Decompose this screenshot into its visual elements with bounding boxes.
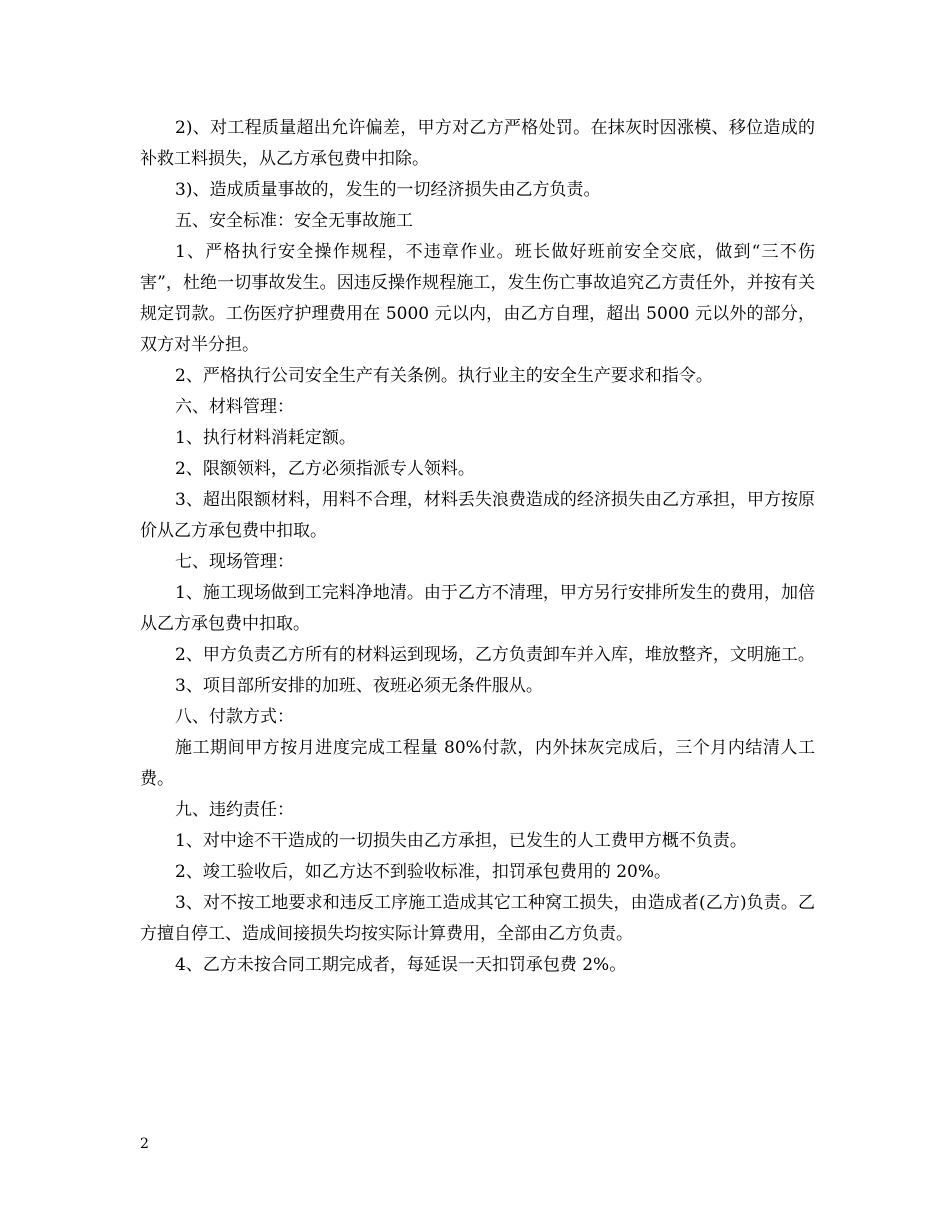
paragraph-safety-2: 2、严格执行公司安全生产有关条例。执行业主的安全生产要求和指令。 bbox=[175, 366, 713, 386]
paragraph-breach-2: 2、竣工验收后，如乙方达不到验收标准，扣罚承包费用的 20%。 bbox=[175, 862, 672, 882]
section-heading-payment: 八、付款方式： bbox=[175, 707, 294, 727]
paragraph-quality-3: 3)、造成质量事故的，发生的一切经济损失由乙方负责。 bbox=[175, 180, 601, 200]
paragraph-quality-2: 2)、对工程质量超出允许偏差，甲方对乙方严格处罚。在抹灰时因涨模、移位造成的补救工料损失，从乙方承包费中扣除。 bbox=[140, 118, 815, 169]
paragraph-breach-1: 1、对中途不干造成的一切损失由乙方承担，已发生的人工费甲方概不负责。 bbox=[175, 831, 747, 851]
paragraph-site-2: 2、甲方负责乙方所有的材料运到现场，乙方负责卸车并入库，堆放整齐，文明施工。 bbox=[175, 645, 815, 665]
section-heading-safety: 五、安全标准：安全无事故施工 bbox=[175, 211, 413, 231]
paragraph-site-1: 1、施工现场做到工完料净地清。由于乙方不清理，甲方另行安排所发生的费用，加倍从乙方承包费中扣取。 bbox=[140, 583, 815, 634]
paragraph-materials-2: 2、限额领料，乙方必须指派专人领料。 bbox=[175, 459, 475, 479]
paragraph-payment: 施工期间甲方按月进度完成工程量 80%付款，内外抹灰完成后，三个月内结清人工费。 bbox=[140, 738, 815, 789]
paragraph-materials-1: 1、执行材料消耗定额。 bbox=[175, 428, 356, 448]
section-heading-breach: 九、违约责任： bbox=[175, 800, 294, 820]
paragraph-materials-3: 3、超出限额材料，用料不合理，材料丢失浪费造成的经济损失由乙方承担，甲方按原价从乙方承包费中扣取。 bbox=[140, 490, 815, 541]
paragraph-breach-4: 4、乙方未按合同工期完成者，每延误一天扣罚承包费 2%。 bbox=[175, 955, 627, 975]
section-heading-site: 七、现场管理： bbox=[175, 552, 294, 572]
paragraph-site-3: 3、项目部所安排的加班、夜班必须无条件服从。 bbox=[175, 676, 543, 696]
page-number: 2 bbox=[140, 1136, 149, 1152]
document-body bbox=[140, 113, 815, 981]
paragraph-breach-3: 3、对不按工地要求和违反工序施工造成其它工种窝工损失，由造成者(乙方)负责。乙方擅自停工、造成间接损失均按实际计算费用，全部由乙方负责。 bbox=[140, 893, 815, 944]
section-heading-materials: 六、材料管理： bbox=[175, 397, 294, 417]
paragraph-safety-1: 1、严格执行安全操作规程，不违章作业。班长做好班前安全交底，做到“三不伤害”，杜绝一切事故发生。因违反操作规程施工，发生伤亡事故追究乙方责任外，并按有关规定罚款。工伤医疗护理费用在 5000 元以内，由乙方自理，超出 5000 元以外的部分，双方对半分担。 bbox=[140, 242, 815, 355]
